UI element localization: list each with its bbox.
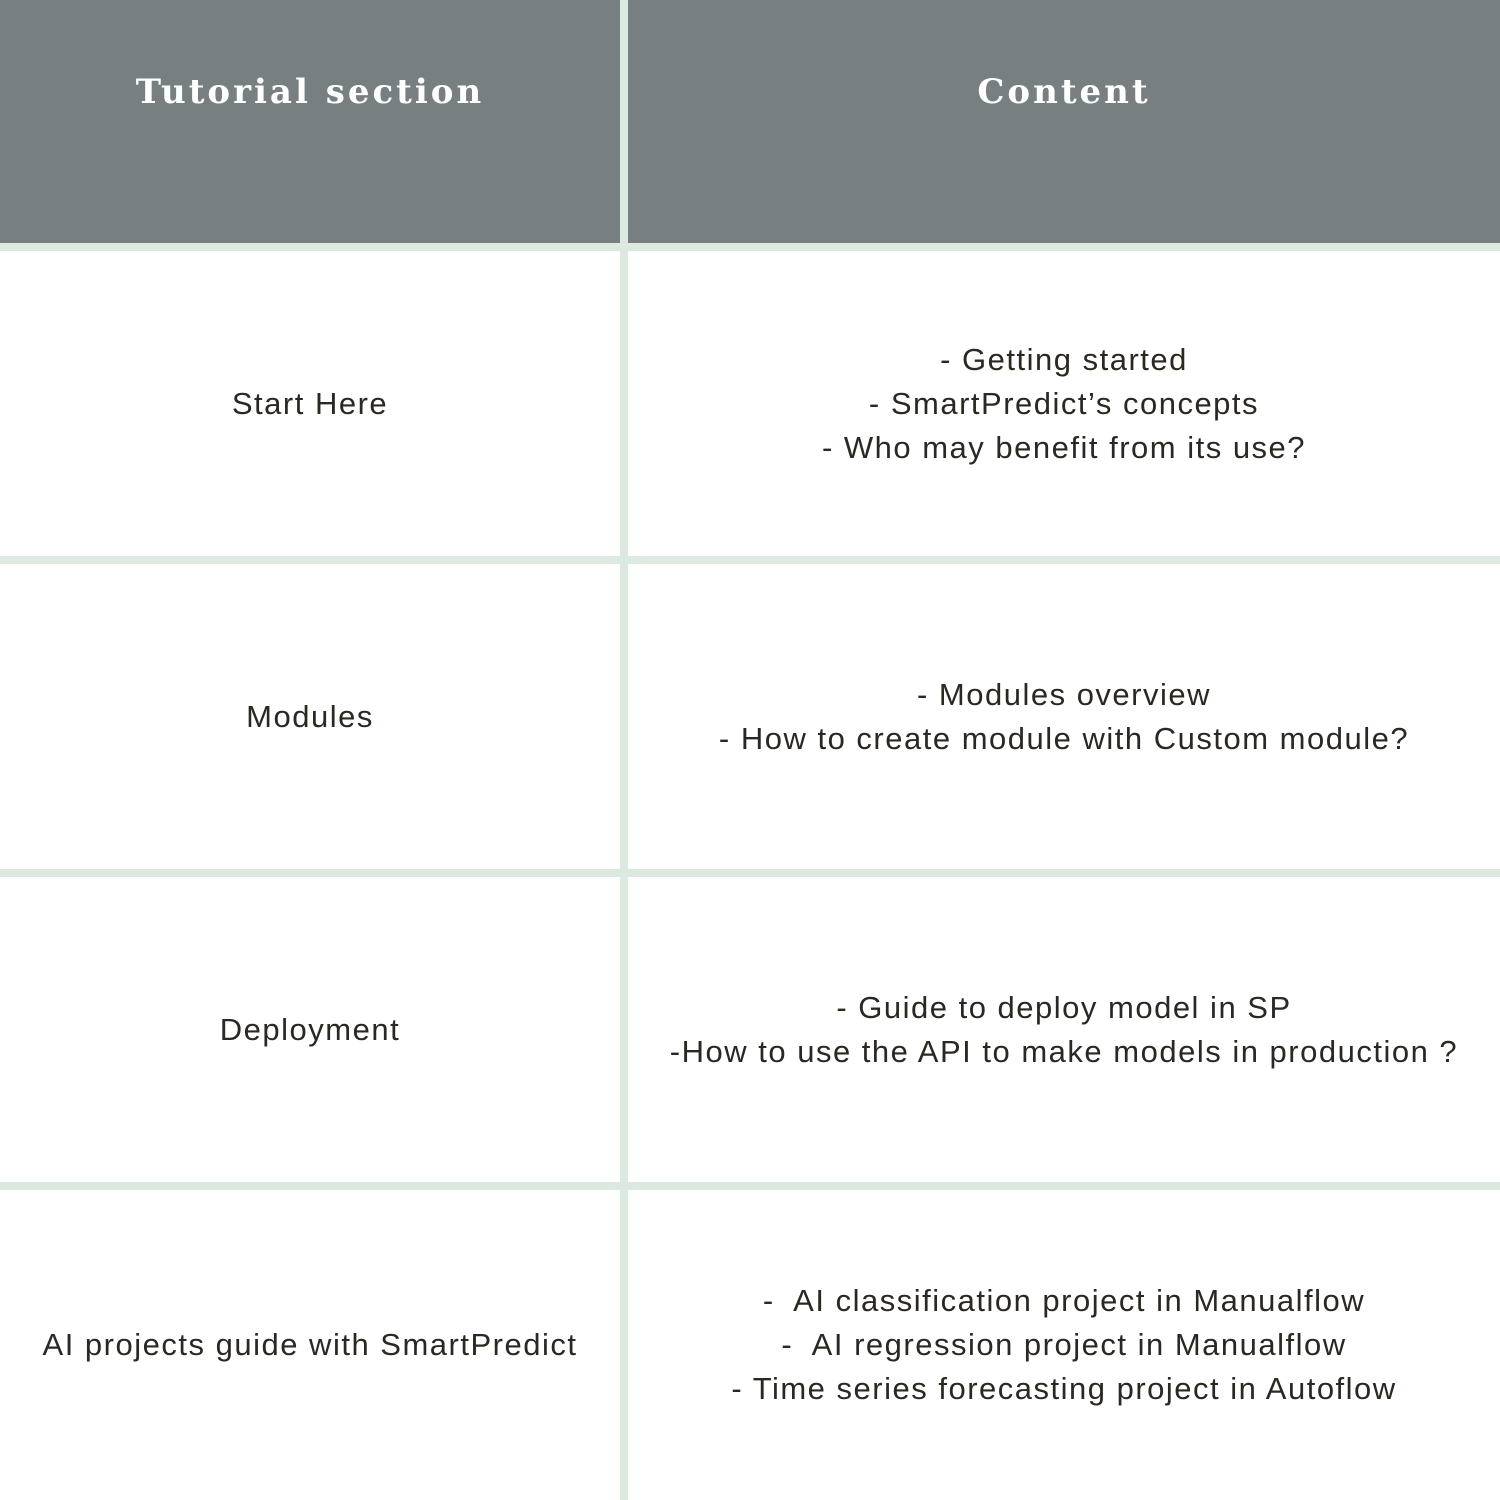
header-tutorial-section [0, 0, 620, 243]
content-list [822, 338, 1306, 470]
row-start-here-content [628, 251, 1500, 556]
content-item: - How to create module with Custom module? [718, 720, 1410, 756]
content-item: - Who may benefit from its use? [821, 429, 1307, 465]
content-list [719, 673, 1409, 761]
row-modules-section [0, 564, 620, 869]
content-item: - AI regression project in Manualflow [781, 1327, 1347, 1362]
content-list [670, 986, 1458, 1074]
section-name: Start Here [231, 385, 389, 421]
header-tutorial-section-label: Tutorial section [135, 72, 485, 112]
row-deployment-content [628, 877, 1500, 1182]
content-list [731, 1279, 1396, 1411]
row-ai-projects-content [628, 1190, 1500, 1500]
row-ai-projects-section [0, 1190, 620, 1500]
section-name: Modules [246, 698, 374, 734]
header-content-label: Content [977, 72, 1151, 112]
content-item: - Guide to deploy model in SP [836, 989, 1292, 1025]
content-item: - AI classification project in Manualflow [762, 1283, 1366, 1318]
content-item: - Time series forecasting project in Autoflow [731, 1371, 1397, 1406]
section-name: Deployment [219, 1011, 401, 1047]
content-item: -How to use the API to make models in production ? [669, 1033, 1459, 1069]
header-content [628, 0, 1500, 243]
row-modules-content [628, 564, 1500, 869]
content-item: - Modules overview [916, 676, 1212, 712]
content-item: - SmartPredict’s concepts [868, 385, 1260, 421]
row-start-here-section [0, 251, 620, 556]
row-deployment-section [0, 877, 620, 1182]
content-item: - Getting started [940, 341, 1188, 377]
section-name: AI projects guide with SmartPredict [42, 1327, 578, 1362]
